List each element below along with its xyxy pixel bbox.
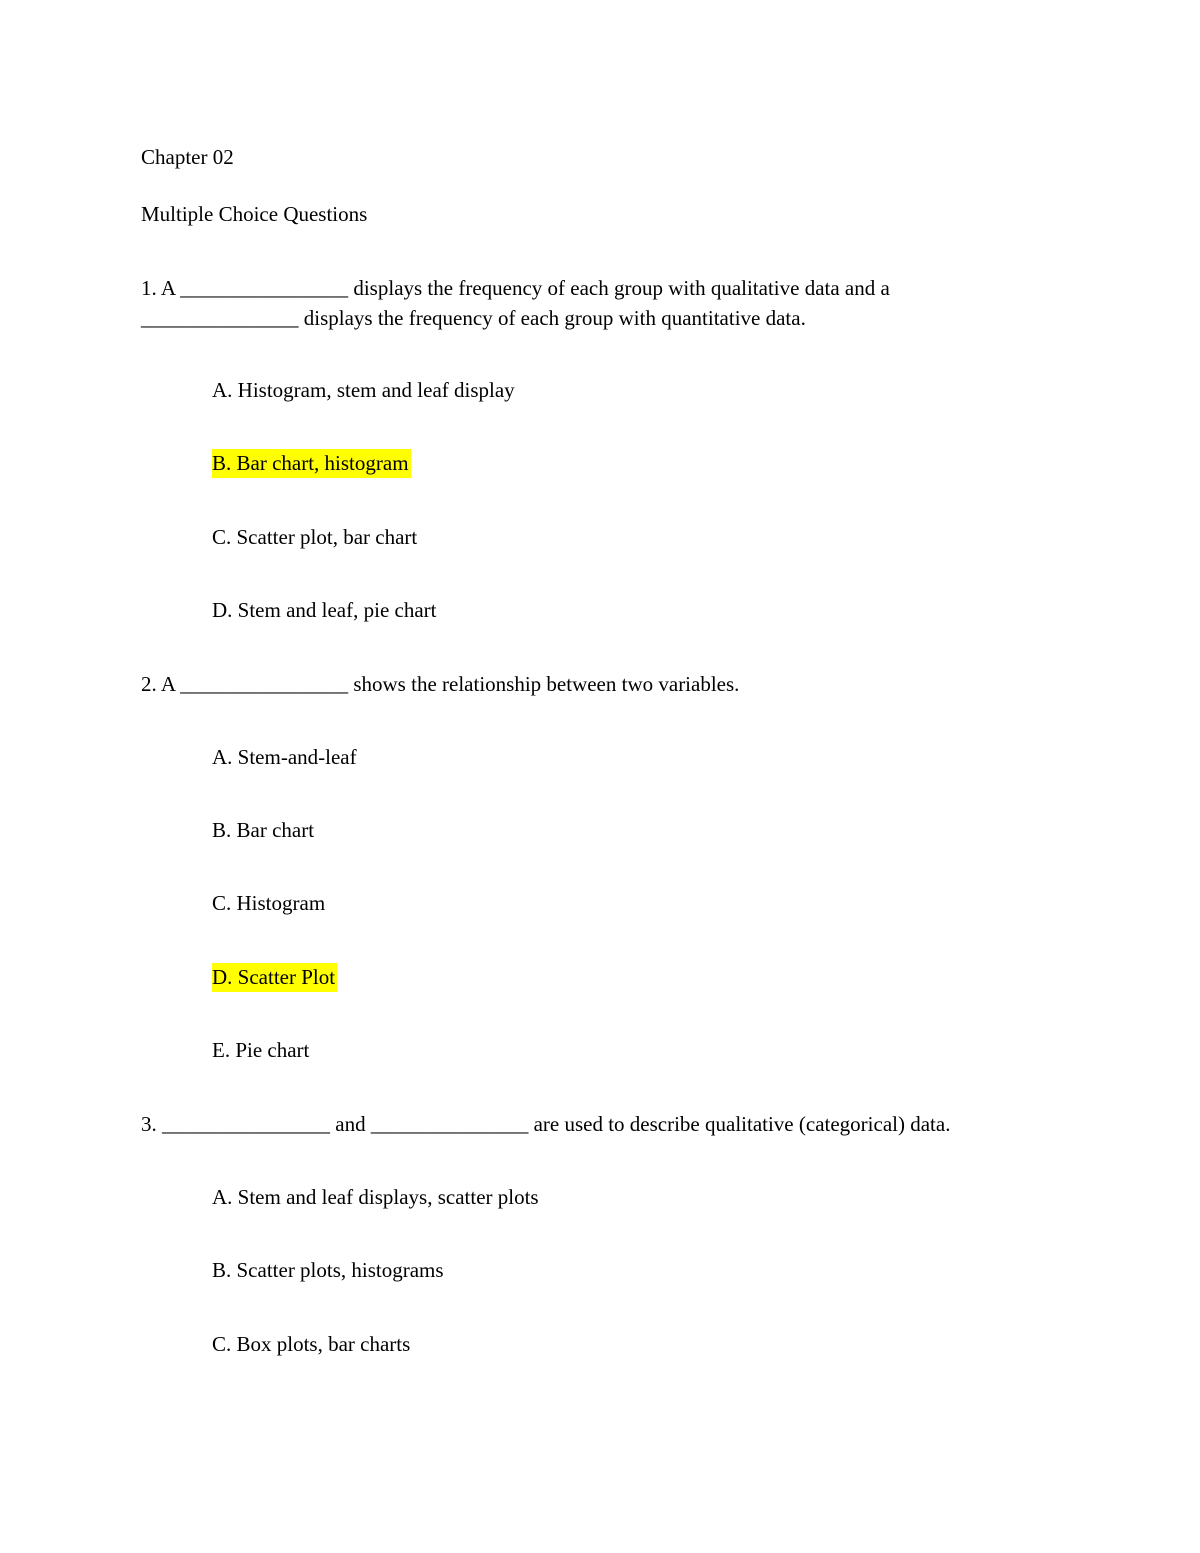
question-1-text: 1. A ________________ displays the frequency of each group with qualitative data and a (141, 276, 890, 300)
option-text: C. Scatter plot, bar chart (212, 525, 418, 549)
question-1-option-a (212, 378, 515, 402)
question-3-option-a (212, 1185, 539, 1209)
option-text: B. Bar chart (212, 818, 315, 842)
question-1-option-d (212, 598, 437, 622)
question-3-option-b (212, 1258, 444, 1282)
chapter-title: Chapter 02 (141, 145, 234, 169)
question-3-option-c (212, 1332, 410, 1356)
option-text: A. Stem-and-leaf (212, 745, 357, 769)
question-1-option-c (212, 525, 417, 549)
option-text-highlighted: D. Scatter Plot (212, 963, 337, 992)
option-text: C. Histogram (212, 891, 326, 915)
question-1-text-line2: _______________ displays the frequency of each group with quantitative data. (141, 306, 806, 330)
option-text-highlighted: B. Bar chart, histogram (212, 449, 411, 478)
option-text: B. Scatter plots, histograms (212, 1258, 444, 1282)
option-text: C. Box plots, bar charts (212, 1332, 411, 1356)
option-text: D. Stem and leaf, pie chart (212, 598, 437, 622)
question-2-option-e (212, 1038, 309, 1062)
question-3-text: 3. ________________ and _______________ are used to describe qualitative (categorical) data. (141, 1112, 951, 1136)
option-text: A. Stem and leaf displays, scatter plots (212, 1185, 539, 1209)
question-2-option-b (212, 818, 314, 842)
option-text: E. Pie chart (212, 1038, 310, 1062)
question-2-option-d (212, 965, 337, 989)
question-2-text: 2. A ________________ shows the relationship between two variables. (141, 672, 740, 696)
section-heading: Multiple Choice Questions (141, 202, 368, 226)
question-1-option-b (212, 451, 411, 475)
question-2-option-c (212, 891, 325, 915)
option-text: A. Histogram, stem and leaf display (212, 378, 515, 402)
question-2-option-a (212, 745, 357, 769)
